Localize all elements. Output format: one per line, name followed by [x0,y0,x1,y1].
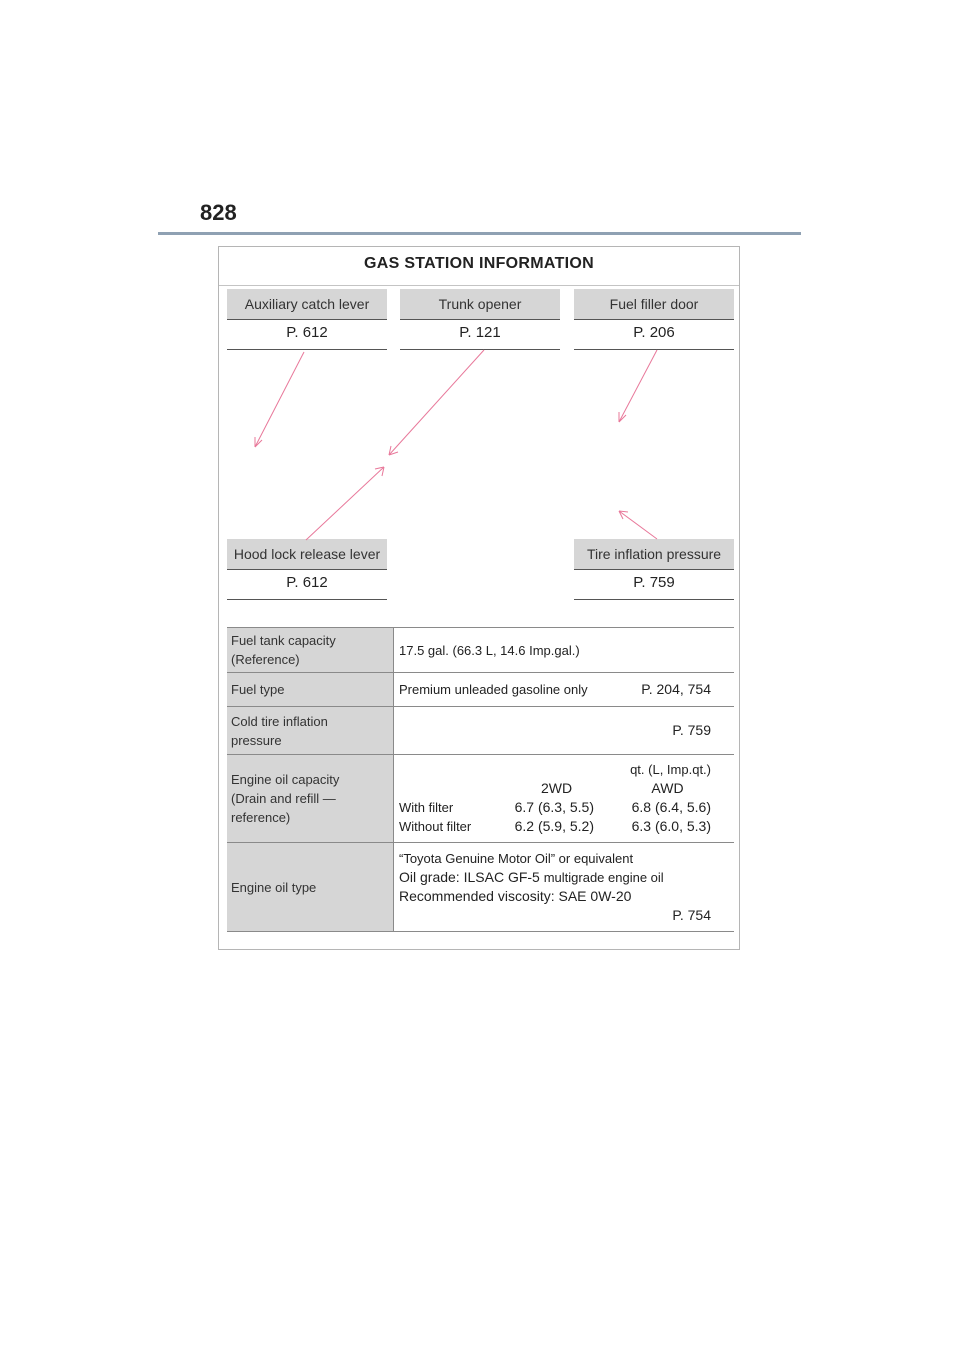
table-row [227,755,734,843]
row-value-cold-tire [394,707,735,755]
unit-text: qt. (L, Imp.qt.) [630,762,711,777]
table-row [227,628,734,673]
page-reference-link[interactable]: P. 759 [672,722,711,738]
leader-line-trunk-opener [389,350,484,455]
oil-type-line: “Toyota Genuine Motor Oil” or equivalent [399,851,634,866]
label-text: Cold tire inflation [231,713,328,729]
page-reference-link[interactable]: P. 612 [227,320,387,350]
label-text: (Reference) [231,652,300,667]
table-row [227,673,734,707]
leader-line-tire-pressure [619,511,657,539]
oil-grade-suffix: multigrade engine oil [543,870,664,885]
row-label-without-filter: Without filter [399,819,472,834]
spec-table [227,627,734,932]
row-value-oil-capacity [394,755,735,843]
callout-label: Trunk opener [400,289,560,320]
page-reference-link[interactable]: P. 754 [672,907,711,923]
callout-label: Auxiliary catch lever [227,289,387,320]
row-value-oil-type [394,843,735,932]
value-without-filter-awd: 6.3 (6.0, 5.3) [631,818,711,834]
label-text: (Drain and refill — [231,791,336,806]
column-header-awd: AWD [651,780,684,796]
row-label-cold-tire [227,707,394,755]
page-reference-link[interactable]: P. 204, 754 [641,681,711,697]
value-with-filter-2wd: 6.7 (6.3, 5.5) [514,799,594,815]
row-value-fuel-tank [394,628,735,673]
arrowhead-icon [255,437,262,447]
callout-label: Fuel filler door [574,289,734,320]
value-without-filter-2wd: 6.2 (5.9, 5.2) [514,818,594,834]
page-reference-link[interactable]: P. 612 [227,570,387,600]
label-text: pressure [231,732,282,748]
callout-label: Tire inflation pressure [574,539,734,570]
label-text: Fuel tank capacity [231,633,336,648]
row-value-fuel-type [394,673,735,707]
oil-capacity-grid [399,779,711,836]
label-text: reference) [231,810,291,825]
arrowhead-icon [619,412,626,422]
page-reference-link[interactable]: P. 759 [574,570,734,600]
leader-line-fuel-filler-door [619,350,657,422]
value-with-filter-awd: 6.8 (6.4, 5.6) [631,799,711,815]
label-text: Engine oil capacity [231,772,340,787]
leader-line-auxiliary-catch [255,352,304,447]
page-reference-link[interactable]: P. 121 [400,320,560,350]
table-row [227,707,734,755]
oil-type-line [399,868,711,887]
row-label-fuel-tank [227,628,394,673]
leader-line-hood-lock [306,467,384,540]
row-label-with-filter: With filter [399,800,454,815]
label-text: Engine oil type [231,879,317,895]
row-label-oil-type [227,843,394,932]
value-text: 17.5 gal. (66.3 L, 14.6 Imp.gal.) [399,642,580,658]
value-text: Premium unleaded gasoline only [399,682,588,697]
callout-label: Hood lock release lever [227,539,387,570]
oil-type-line: Recommended viscosity: SAE 0W-20 [399,888,632,904]
oil-grade-text: Oil grade: ILSAC GF-5 [399,869,544,885]
row-label-oil-capacity [227,755,394,843]
table-row [227,843,734,932]
label-text: Fuel type [231,682,285,697]
page-reference-link[interactable]: P. 206 [574,320,734,350]
row-label-fuel-type [227,673,394,707]
page-number: 828 [200,200,237,225]
section-title: GAS STATION INFORMATION [219,247,739,286]
column-header-2wd: 2WD [540,780,573,796]
